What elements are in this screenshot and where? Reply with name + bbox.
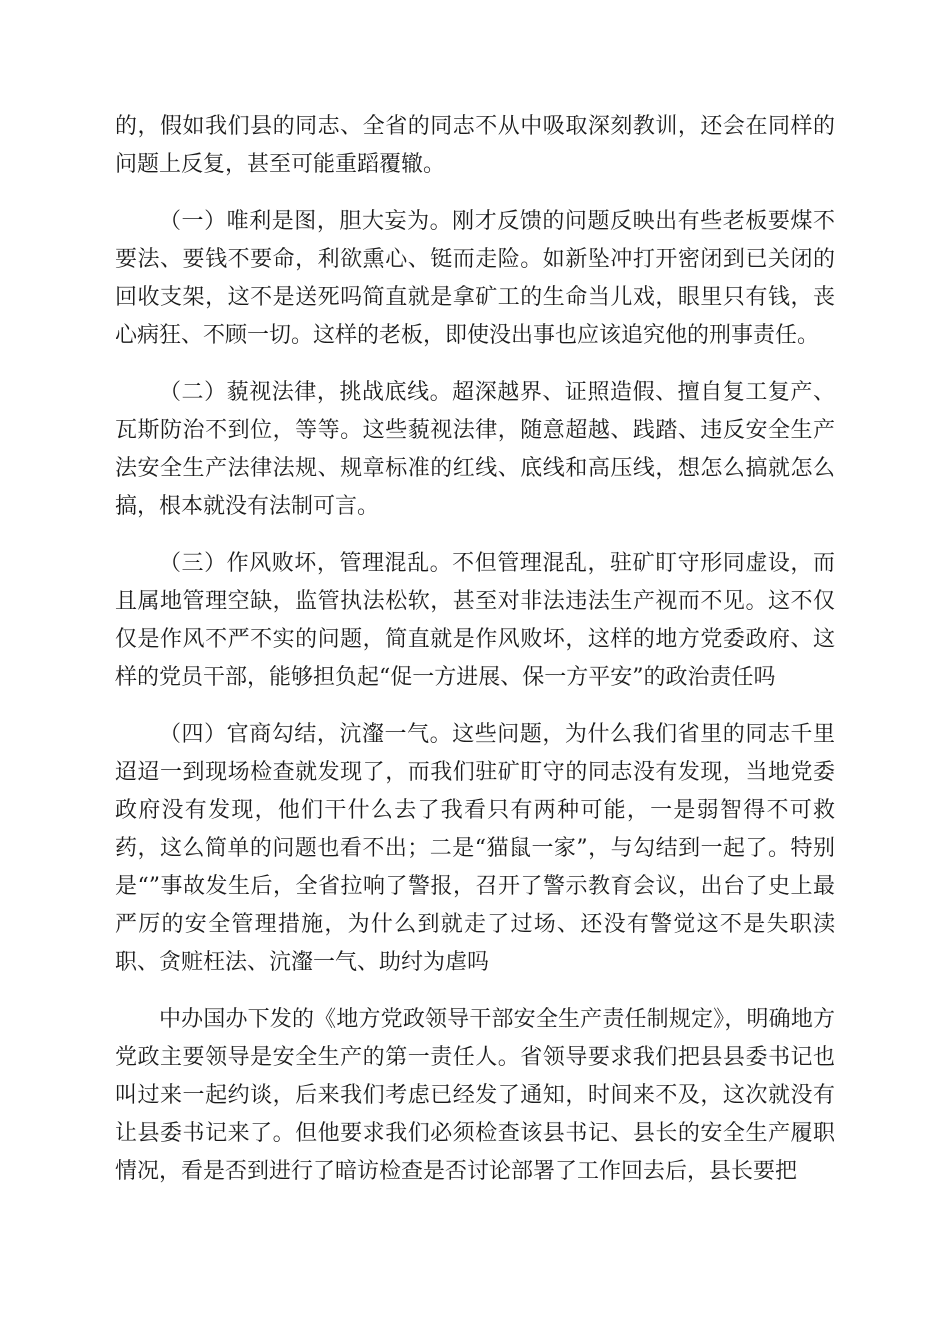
paragraph-4: （四）官商勾结，沆瀣一气。这些问题，为什么我们省里的同志千里迢迢一到现场检查就发现了，而我们驻矿盯守的同志没有发现，当地党委政府没有发现，他们干什么去了我看只有两种可能，一是弱智得不可救药，这么简单的问题也看不出；二是“猫鼠一家”，与勾结到一起了。特别是“”事故发生后，全省拉响了警报，召开了警示教育会议，出台了史上最严厉的安全管理措施，为什么到就走了过场、还没有警觉这不是失职渎职、贪赃枉法、沆瀣一气、助纣为虐吗 — [115, 722, 835, 975]
document-body — [115, 108, 835, 1210]
paragraph-0: 的，假如我们县的同志、全省的同志不从中吸取深刻教训，还会在同样的问题上反复，甚至可能重蹈覆辙。 — [115, 114, 835, 177]
paragraph-5: 中办国办下发的《地方党政领导干部安全生产责任制规定》，明确地方党政主要领导是安全生产的第一责任人。省领导要求我们把县县委书记也叫过来一起约谈，后来我们考虑已经发了通知，时间来不及，这次就没有让县委书记来了。但他要求我们必须检查该县书记、县长的安全生产履职情况，看是否到进行了暗访检查是否讨论部署了工作回去后，县长要把 — [115, 1007, 835, 1184]
paragraph-3: （三）作风败坏，管理混乱。不但管理混乱，驻矿盯守形同虚设，而且属地管理空缺，监管执法松软，甚至对非法违法生产视而不见。这不仅仅是作风不严不实的问题，简直就是作风败坏，这样的地方党委政府、这样的党员干部，能够担负起“促一方进展、保一方平安”的政治责任吗 — [115, 551, 835, 690]
paragraph-1: （一）唯利是图，胆大妄为。刚才反馈的问题反映出有些老板要煤不要法、要钱不要命，利欲熏心、铤而走险。如新坠冲打开密闭到已关闭的回收支架，这不是送死吗简直就是拿矿工的生命当儿戏，眼里只有钱，丧心病狂、不顾一切。这样的老板，即使没出事也应该追究他的刑事责任。 — [115, 209, 835, 348]
paragraph-2: （二）藐视法律，挑战底线。超深越界、证照造假、擅自复工复产、瓦斯防治不到位，等等。这些藐视法律，随意超越、践踏、违反安全生产法安全生产法律法规、规章标准的红线、底线和高压线，想怎么搞就怎么搞，根本就没有法制可言。 — [115, 380, 835, 519]
